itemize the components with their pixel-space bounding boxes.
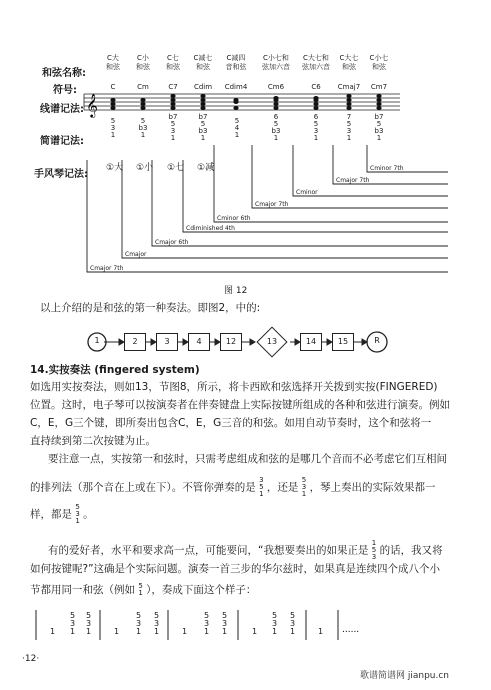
chord-name: C减七 和弦: [193, 54, 213, 71]
score-note: 5 3 1: [222, 611, 228, 636]
svg-text:......: ......: [342, 625, 360, 635]
jianpu-chord: 5 b3 1: [138, 117, 148, 139]
stacked-chord: 5 1: [138, 582, 143, 597]
paragraph-text: 的排列法（那个音在上或在下）。不管你弹奏的是: [30, 481, 256, 494]
score-note: 5 3 1: [290, 611, 296, 636]
jianpu-chord: 6 5 b3 1: [271, 113, 281, 142]
score-note: 1: [182, 627, 188, 636]
chord-symbol: Cm7: [370, 83, 388, 91]
label-jianpu: 简谱记法:: [40, 136, 84, 147]
flow-node-start: 1: [94, 336, 100, 345]
label-symbol: 符号:: [53, 85, 77, 96]
label-accordion: 手风琴记法:: [34, 169, 88, 180]
accordion-circle: ①减: [197, 163, 215, 173]
chord-name: C大 和弦: [106, 54, 120, 71]
score-note: 5 3 1: [70, 611, 76, 636]
staff-and-stair-diagram: [0, 0, 491, 290]
chord-symbol: C6: [311, 83, 321, 91]
intro-sentence: 以上介绍的是和弦的第一种奏法。即图2，中的:: [40, 302, 261, 314]
score-note: 5 3 1: [204, 611, 210, 636]
score-note: 5 3 1: [154, 611, 160, 636]
page-number: ·12·: [22, 654, 40, 664]
score-note: 5 3 1: [272, 611, 278, 636]
paragraph-text: ），奏成下面这个样子：: [146, 584, 257, 596]
paragraph-line-fractions: [30, 582, 256, 598]
chord-symbol: Cdim: [193, 83, 213, 91]
chord-symbol: Cdim4: [224, 83, 248, 91]
paragraph-text: 样，都是: [30, 508, 72, 521]
score-note: 1: [114, 627, 120, 636]
paragraph-text: 有的爱好者，水平和要求高一点，可能要问，“我想要奏出的如果正是: [48, 544, 369, 557]
chord-symbol: C7: [168, 83, 178, 91]
figure-caption: 图 12: [224, 286, 248, 296]
paragraph-line: 位置。这时，电子琴可以按演奏者在伴奏键盘上实际按键所组成的各种和弦进行演奏。例如: [30, 399, 450, 411]
score-note: 5 3 1: [86, 611, 92, 636]
flow-node: 4: [188, 333, 210, 351]
chord-symbol: Cm6: [267, 83, 285, 91]
flow-node: 15: [332, 333, 354, 351]
chord-name: C减四 音和弦: [225, 54, 247, 71]
stacked-chord: 3 5 1: [259, 476, 264, 498]
paragraph-text: 的话，我又将: [379, 544, 443, 557]
paragraph-line: C，E，G三个键，即所奏出包含C，E，G三音的和弦。如用自动节奏时，这个和弦将一: [30, 417, 432, 429]
jianpu-chord: 5 4 1: [234, 117, 240, 139]
stair-label: Cmajor 7th: [336, 177, 370, 184]
stacked-chord: 5 3 1: [301, 476, 307, 498]
score-note: 5 3 1: [136, 611, 142, 636]
treble-clef-icon: 𝄞: [86, 93, 98, 117]
flow-node-end: R: [374, 336, 380, 345]
paragraph-line: 要注意一点，实按第一和弦时，只需考虑组成和弦的是哪几个音而不必考虑它们互相间: [48, 453, 447, 465]
accordion-circle: ①大: [106, 163, 124, 173]
chord-symbol: Cm: [137, 83, 149, 91]
chord-name: C小七 和弦: [369, 54, 389, 71]
score-note: 1: [50, 627, 56, 636]
chord-name: C大七 和弦: [339, 54, 359, 71]
flow-node: 2: [124, 333, 146, 351]
chord-name: C七 和弦: [166, 54, 180, 71]
paragraph-text: ，还是: [266, 481, 299, 494]
accordion-circle: ①小: [136, 163, 154, 173]
jianpu-chord: 7 5 3 1: [346, 113, 352, 142]
paragraph-line: 如何按键呢?”这确是个实际问题。演奏一首三步的华尔兹时，如果真是连续四个成八个小: [30, 563, 441, 575]
score-note: 1: [318, 627, 324, 636]
flow-node: 14: [300, 333, 322, 351]
flow-node: 3: [156, 333, 178, 351]
paragraph-line: 如选用实按奏法，则如13，节图8，所示，将卡西欧和弦选择开关拨到实按(FINGERED): [30, 381, 438, 393]
paragraph-text: ，琴上奏出的实际效果都一: [309, 481, 436, 494]
paragraph-line: 直持续到第二次按键为止。: [30, 435, 156, 447]
chord-symbol: C: [110, 83, 116, 91]
chord-name: C大七和 弦加六音: [302, 54, 330, 71]
stair-label: Cminor 6th: [217, 215, 251, 222]
paragraph-line-fractions: [48, 540, 443, 561]
stair-label: Cmajor: [125, 251, 147, 258]
watermark: 歌谱简谱网 jianpu.cn: [360, 671, 450, 681]
stair-label: Cmajor 7th: [255, 201, 289, 208]
flow-node: 12: [220, 333, 242, 351]
stacked-chord: 5 3 1: [75, 503, 80, 525]
paragraph-text: 节都用同一和弦（例如: [30, 584, 135, 596]
label-chord-name: 和弦名称:: [42, 68, 86, 79]
jianpu-chord: b7 5 3 1: [168, 113, 178, 142]
section-heading: 14.实按奏法 (fingered system): [30, 364, 200, 376]
flow-node-decision: 13: [266, 337, 278, 346]
stair-label: Cmajor 6th: [155, 239, 189, 246]
jianpu-chord: 5 3 1: [110, 117, 116, 139]
chord-symbol: Cmaj7: [337, 83, 361, 91]
paragraph-line-fractions: [30, 477, 436, 498]
paragraph-text: 。: [83, 508, 94, 521]
jianpu-chord: b7 5 b3 1: [374, 113, 384, 142]
jianpu-chord: b7 5 b3 1: [198, 113, 208, 142]
chord-name: C小 和弦: [136, 54, 150, 71]
accordion-circle: ①七: [167, 163, 185, 173]
label-staff-notation: 线谱记法:: [40, 104, 84, 115]
stair-label: Cminor: [296, 189, 318, 196]
stacked-chord: 1 5 3: [371, 539, 377, 561]
stair-label: Cmajor 7th: [90, 265, 124, 272]
paragraph-line-fractions: [30, 504, 94, 525]
score-note: 1: [252, 627, 258, 636]
stair-label: Cdiminished 4th: [186, 225, 235, 232]
chord-name: C小七和 弦加六音: [262, 54, 290, 71]
stair-label: Cminor 7th: [370, 165, 404, 172]
jianpu-chord: 6 5 3 1: [313, 113, 319, 142]
